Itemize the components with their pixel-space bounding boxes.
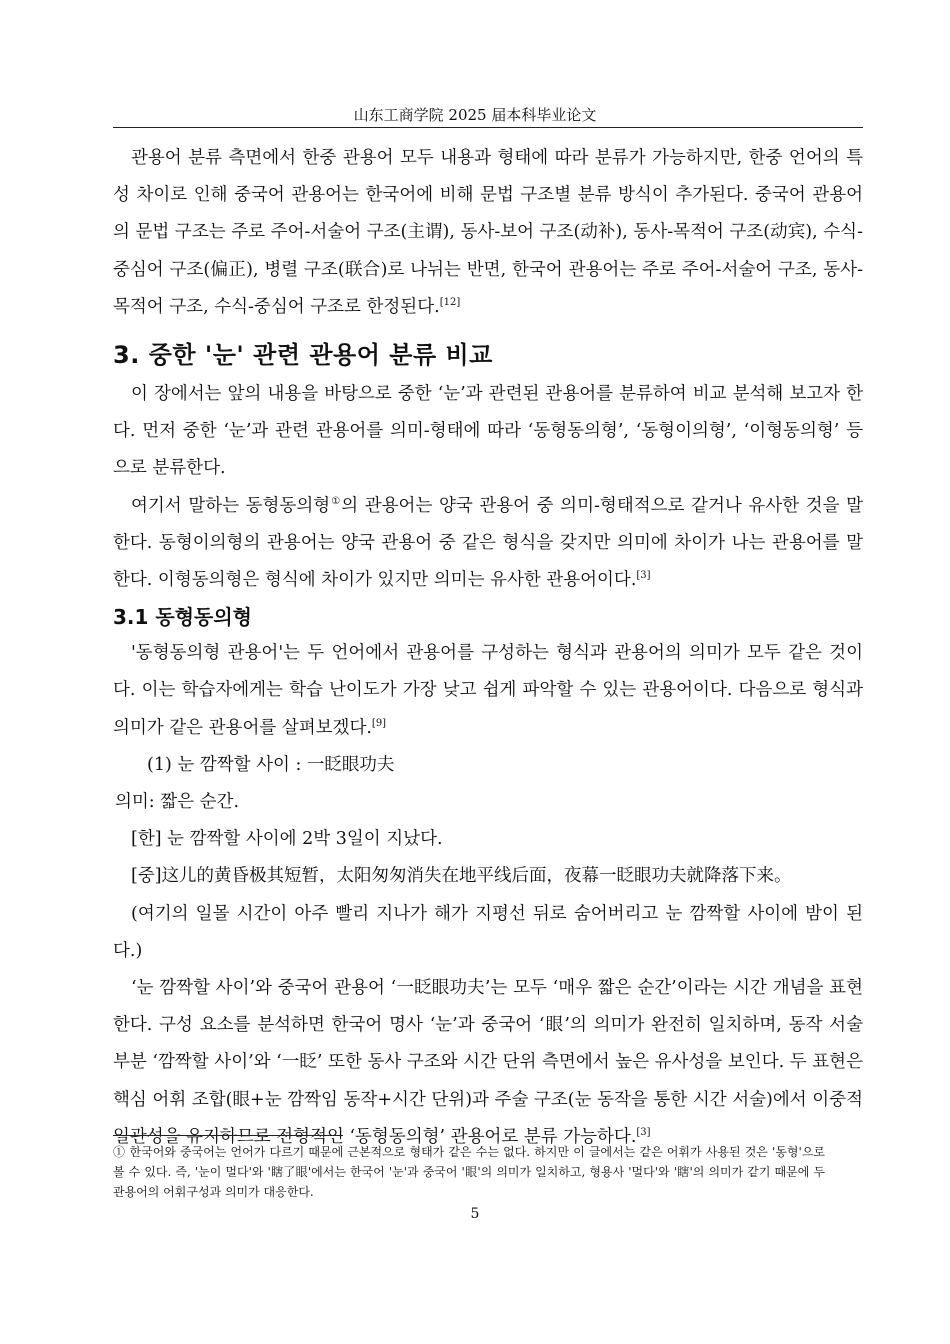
citation-3: [3] bbox=[636, 570, 651, 582]
para2-text-a: 여기서 말하는 동형동의형 bbox=[131, 495, 331, 516]
citation-9: [9] bbox=[371, 717, 387, 729]
running-header: 山东工商学院 2025 届本科毕业论文 bbox=[353, 106, 597, 124]
intro-text: 관용어 분류 측면에서 한중 관용어 모두 내용과 형태에 따라 분류가 가능하지만, 한중 언어의 특성 차이로 인해 중국어 관용어는 한국어에 비해 문법 구조별 분류 방식이 추가된다. 중국어 관용어의 문법 구조는 주로 주어-서술어 구조(主谓), 동사-보어 구조(动补), 동사-목적어 구조(动宾), 수식-중심어 구조(偏正), 병렬 구조(联合)로 나뉘는 반면, 한국어 관용어는 주로 주어-서술어 구조, 동사-목적어 구조, 수식-중심어 구조로 한정된다. bbox=[113, 148, 863, 317]
footnote-divider bbox=[113, 1135, 343, 1136]
section-3-1-text: '동형동의형 관용어'는 두 언어에서 관용어를 구성하는 형식과 관용어의 의미가 모두 같은 것이다. 이는 학습자에게는 학습 난이도가 가장 낮고 쉽게 파악할 수 있는 관용어이다. 다음으로 형식과 의미가 같은 관용어를 살펴보겠다. bbox=[113, 643, 863, 738]
section-3-1-paragraph-2 bbox=[113, 970, 863, 1156]
page-number: 5 bbox=[470, 1206, 480, 1222]
intro-paragraph bbox=[113, 140, 863, 326]
example-chinese: [중]这儿的黄昏极其短暂，太阳匆匆消失在地平线后面，夜幕一眨眼功夫就降落下来。 bbox=[131, 866, 792, 887]
section-3-heading: 3. 중한 '눈' 관련 관용어 분류 비교 bbox=[113, 341, 493, 370]
section-3-paragraph-1: 이 장에서는 앞의 내용을 바탕으로 중한 ‘눈’과 관련된 관용어를 분류하여 비교 분석해 보고자 한다. 먼저 중한 ‘눈’과 관련 관용어를 의미-형태에 따라 ‘동형동의형’, ‘동형이의형’, ‘이형동의형’ 등으로 분류한다. bbox=[113, 384, 863, 479]
citation-12: [12] bbox=[439, 296, 461, 308]
header-divider bbox=[113, 127, 863, 128]
section-3-1-paragraph-1 bbox=[113, 635, 863, 747]
main-content bbox=[113, 140, 863, 1156]
footnote: ① 한국어와 중국어는 언어가 다르기 때문에 근본적으로 형태가 같은 수는 없다. 하지만 이 글에서는 같은 어휘가 사용된 것은 '동형'으로 볼 수 있다. 즉, '눈이 멀다'와 '瞎了眼'에서는 한국어 '눈'과 중국어 '眼'의 의미가 일치하고, 형용사 '멀다'와 '瞎'의 의미가 같기 때문에 두 관용어의 어휘구성과 의미가 대응한다. bbox=[113, 1145, 825, 1199]
example-korean: [한] 눈 깜짝할 사이에 2박 3일이 지났다. bbox=[131, 829, 443, 850]
example-title: (1) 눈 깜짝할 사이 : 一眨眼功夫 bbox=[147, 754, 395, 775]
section-3-paragraph-2 bbox=[113, 488, 863, 600]
citation-3b: [3] bbox=[636, 1127, 651, 1139]
example-translation: (여기의 일몰 시간이 아주 빨리 지나가 해가 지평선 뒤로 숨어버리고 눈 깜짝할 사이에 밤이 된다.) bbox=[113, 903, 863, 961]
section-3-1-analysis: ‘눈 깜짝할 사이’와 중국어 관용어 ‘一眨眼功夫’는 모두 ‘매우 짧은 순간’이라는 시간 개념을 표현한다. 구성 요소를 분석하면 한국어 명사 ‘눈’과 중국어 ‘眼’의 의미가 완전히 일치하며, 동작 서술 부분 ‘깜짝할 사이’와 ‘一眨’ 또한 동사 구조와 시간 단위 측면에서 높은 유사성을 보인다. 두 표현은 핵심 어휘 조합(眼+눈 깜짝임 동작+시간 단위)과 주술 구조(눈 동작을 통한 시간 서술)에서 이중적 일관성을 유지하므로 전형적인 ‘동형동의형’ 관용어로 분류 가능하다. bbox=[113, 978, 863, 1147]
example-meaning: 의미: 짧은 순간. bbox=[115, 792, 240, 813]
para2-text-b: 의 관용어는 양국 관용어 중 의미-형태적으로 같거나 유사한 것을 말한다. 동형이의형의 관용어는 양국 관용어 중 같은 형식을 갖지만 의미에 차이가 나는 관용어를 말한다. 이형동의형은 형식에 차이가 있지만 의미는 유사한 관용어이다. bbox=[113, 495, 863, 591]
footnote-marker: ① bbox=[330, 495, 342, 507]
section-3-1-heading: 3.1 동형동의형 bbox=[113, 605, 252, 630]
